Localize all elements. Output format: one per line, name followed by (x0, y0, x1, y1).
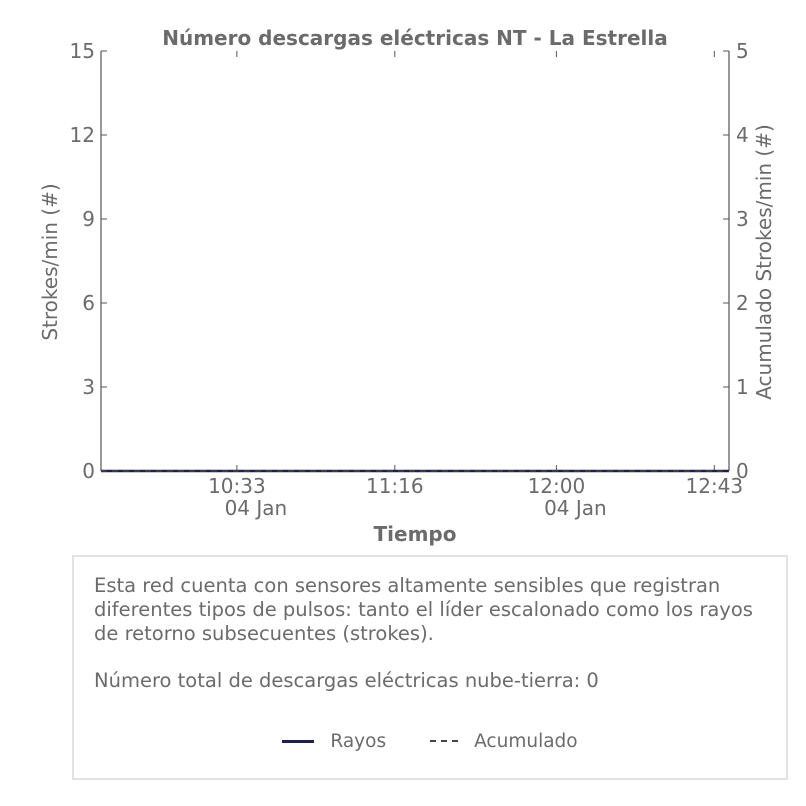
right-tick-label: 4 (736, 123, 749, 147)
y-axis-label-right: Acumulado Strokes/min (#) (752, 124, 776, 400)
right-tick-label: 3 (736, 207, 749, 231)
x-tick-label: 12:43 (685, 474, 744, 498)
network-description: Esta red cuenta con sensores altamente sensibles que registran diferentes tipos de pulsos: tanto el líder escalonado como los rayos de retorno subsecuentes (strokes). (94, 574, 753, 645)
left-tick-label: 15 (69, 39, 95, 63)
y-axis-label-left: Strokes/min (#) (38, 183, 62, 341)
right-tick-label: 1 (736, 375, 749, 399)
chart-title: Número descargas eléctricas NT - La Estrella (162, 26, 668, 50)
x-tick-label: 12:00 (527, 474, 586, 498)
right-tick-label: 0 (736, 459, 749, 483)
x-tick-label: 11:16 (365, 474, 424, 498)
x-ticks (208, 51, 743, 520)
left-tick-label: 9 (82, 207, 95, 231)
x-axis-label: Tiempo (373, 522, 457, 546)
x-tick-date-label: 04 Jan (224, 496, 288, 520)
right-tick-label: 5 (736, 39, 749, 63)
dashed-line-swatch-icon (430, 740, 458, 742)
left-tick-label: 12 (69, 123, 95, 147)
solid-line-swatch-icon (282, 740, 314, 743)
right-tick-label: 2 (736, 291, 749, 315)
legend (74, 729, 786, 753)
info-panel (72, 555, 788, 780)
legend-label-acumulado: Acumulado (474, 730, 578, 752)
legend-label-rayos: Rayos (330, 730, 387, 752)
total-strokes-text: Número total de descargas eléctricas nube-tierra: 0 (94, 669, 599, 692)
left-tick-label: 0 (82, 459, 95, 483)
x-tick-label: 10:33 (208, 474, 266, 498)
plot-area (101, 51, 729, 471)
legend-item-acumulado (430, 731, 578, 752)
right-ticks (723, 39, 749, 483)
left-tick-label: 6 (82, 291, 95, 315)
left-tick-label: 3 (82, 375, 95, 399)
x-tick-date-label: 04 Jan (544, 496, 607, 520)
legend-item-rayos (282, 731, 386, 752)
